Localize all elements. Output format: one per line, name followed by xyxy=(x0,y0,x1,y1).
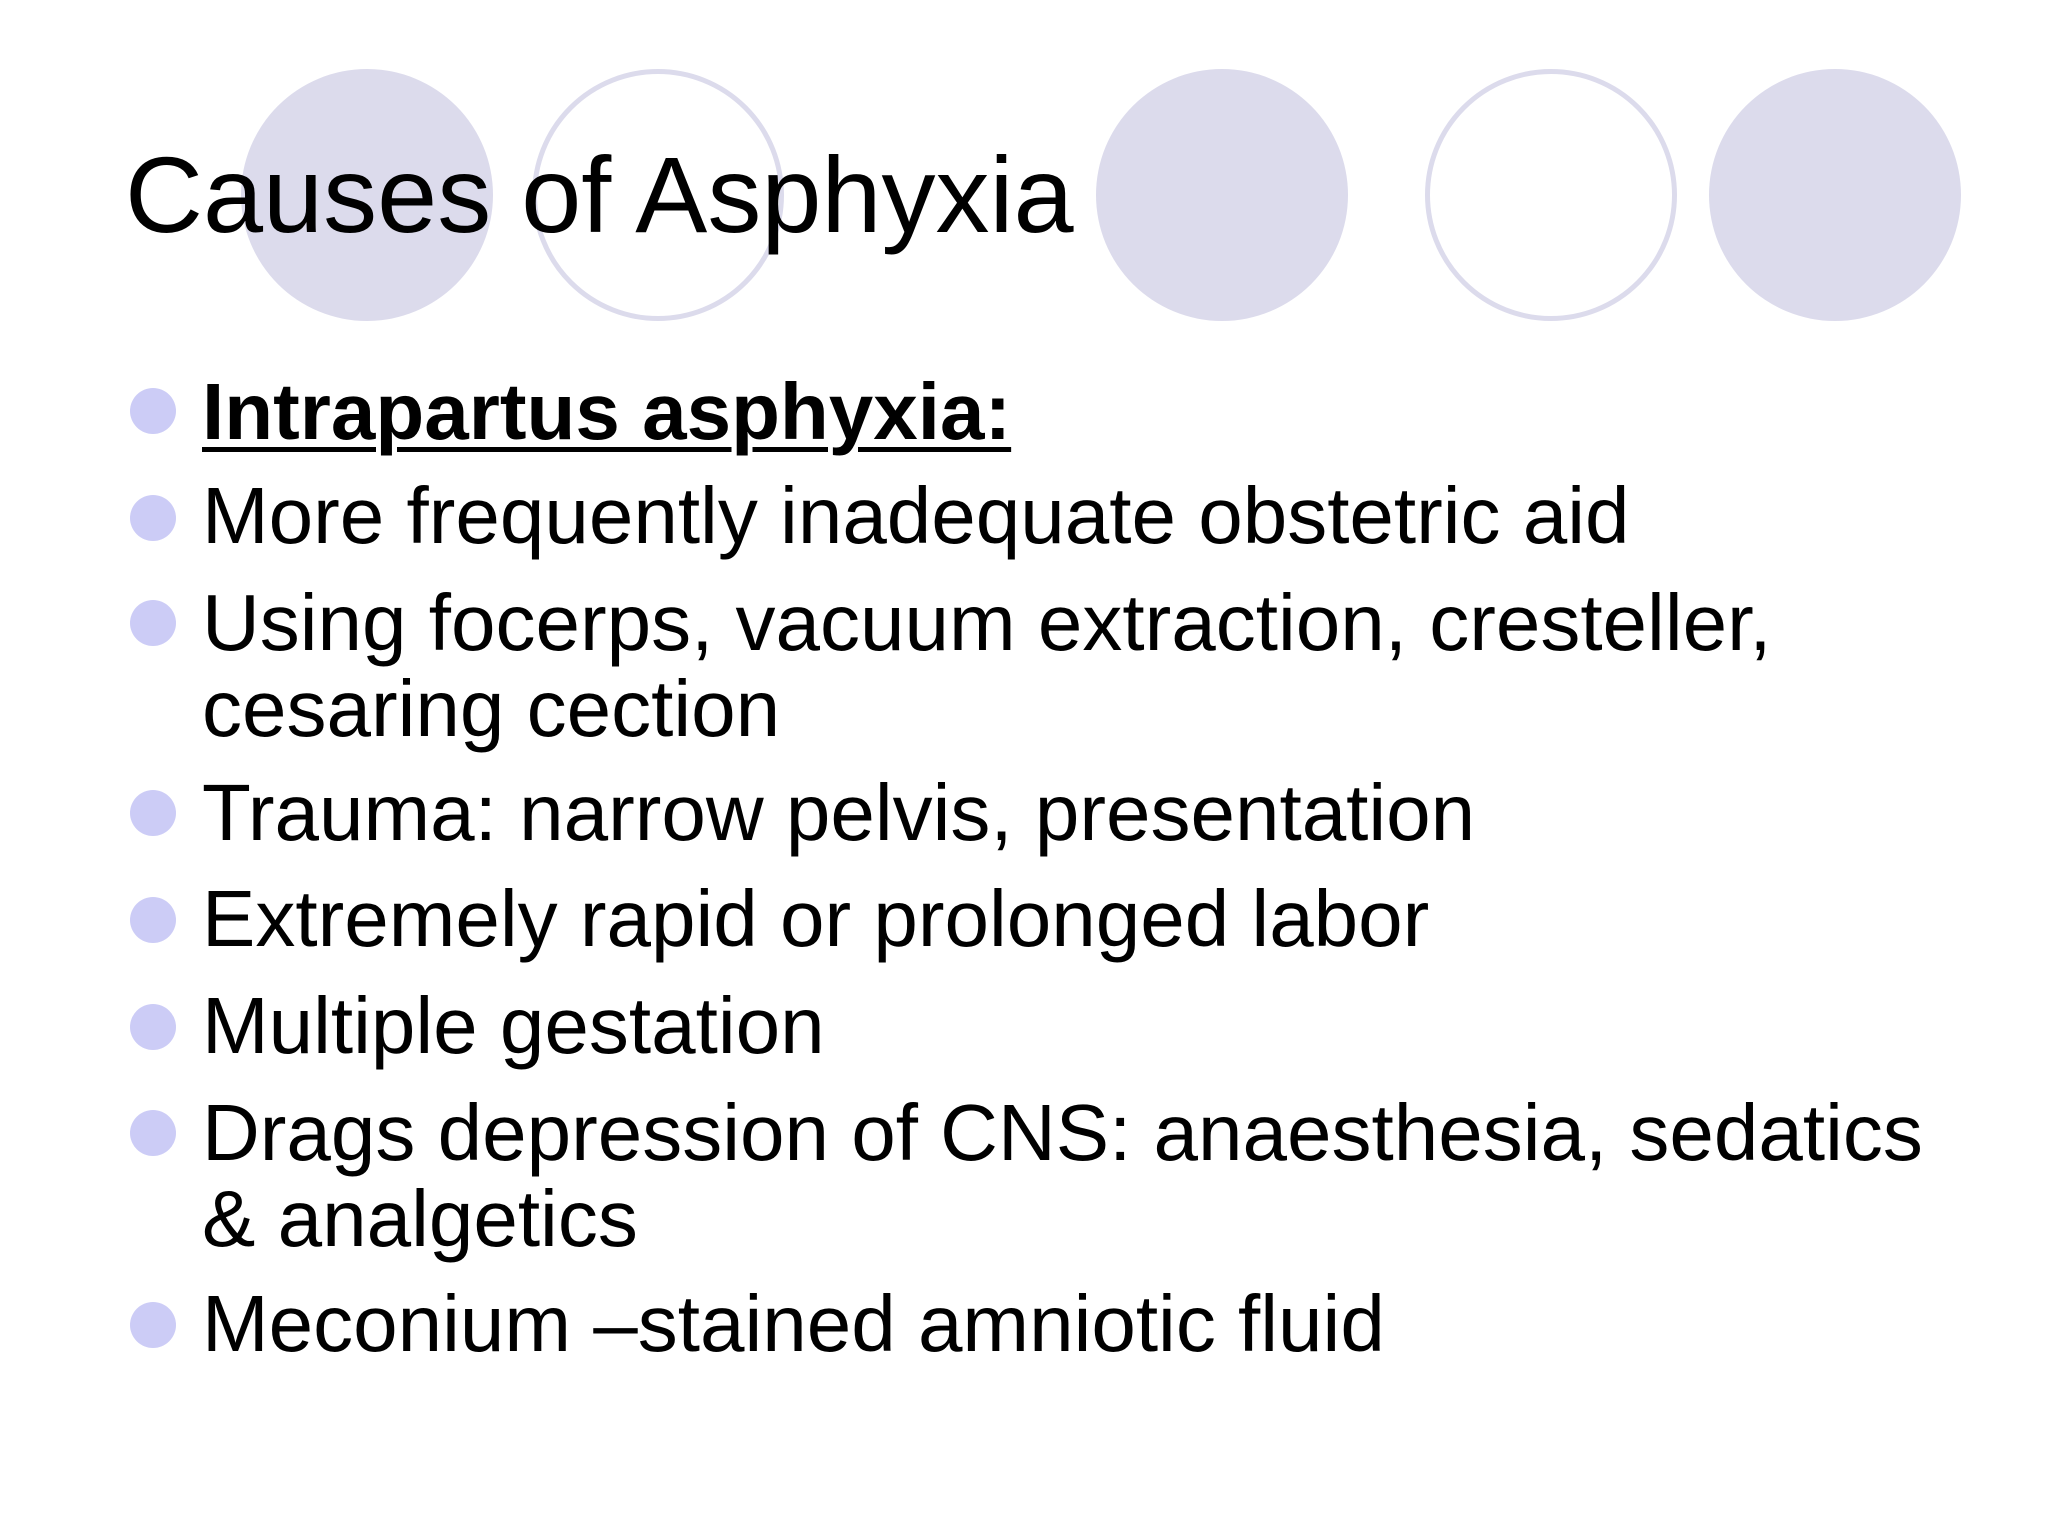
bullet-icon xyxy=(130,1110,176,1156)
bullet-text xyxy=(202,1090,1923,1262)
bullet-icon xyxy=(130,600,176,646)
bullet-text: Trauma: narrow pelvis, presentation xyxy=(202,768,1476,857)
bullet-icon xyxy=(130,495,176,541)
bullet-text: Extremely rapid or prolonged labor xyxy=(202,874,1430,963)
bullet-line: Using focerps, vacuum extraction, cresteller, xyxy=(202,578,1772,667)
bullet-text: Multiple gestation xyxy=(202,981,825,1070)
bullet-icon xyxy=(130,1302,176,1348)
bullet-text: More frequently inadequate obstetric aid xyxy=(202,471,1630,560)
bullet-heading: Intrapartus asphyxia: xyxy=(202,367,1012,456)
bullet-text: Meconium –stained amniotic fluid xyxy=(202,1279,1385,1368)
bullet-icon xyxy=(130,790,176,836)
bullet-icon xyxy=(130,1004,176,1050)
bullet-text xyxy=(202,580,1772,752)
bullet-icon xyxy=(130,897,176,943)
bullet-line: Drags depression of CNS: anaesthesia, sedatics xyxy=(202,1088,1923,1177)
bullet-icon xyxy=(130,388,176,434)
bullet-line: cesaring cection xyxy=(202,664,781,753)
slide-title: Causes of Asphyxia xyxy=(125,134,1074,255)
bullet-line: & analgetics xyxy=(202,1174,638,1263)
